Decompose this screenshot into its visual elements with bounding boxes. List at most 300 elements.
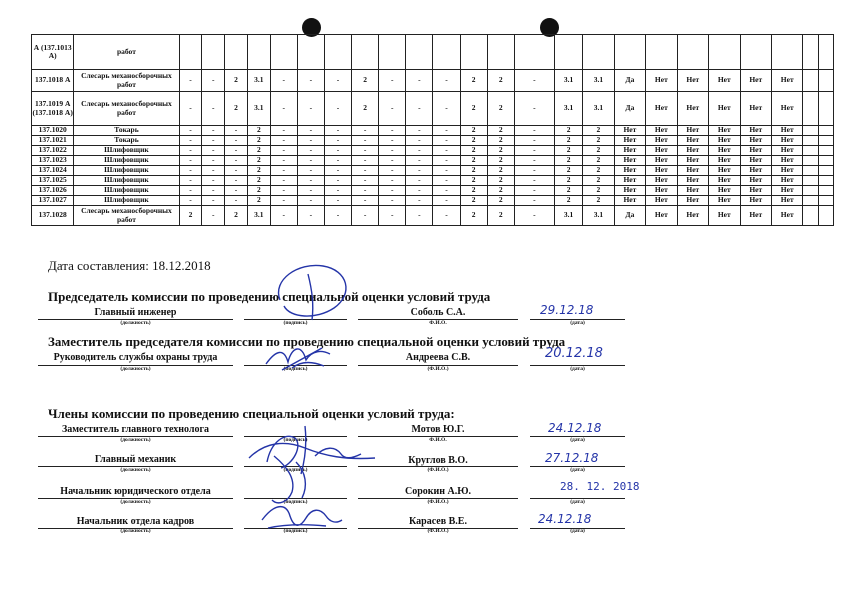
row-cell: Нет <box>771 70 802 92</box>
row-cell: - <box>324 146 351 156</box>
row-cell: - <box>297 146 324 156</box>
row-cell <box>297 35 324 70</box>
row-cell <box>771 35 802 70</box>
row-cell <box>803 92 818 126</box>
row-cell: 2 <box>179 206 202 226</box>
row-cell: - <box>297 196 324 206</box>
row-cell: Нет <box>677 206 708 226</box>
row-cell <box>818 136 833 146</box>
row-cell: - <box>433 136 460 146</box>
row-cell: 2 <box>583 146 614 156</box>
member-2-position-caption: (должность) <box>120 467 151 473</box>
row-cell: Нет <box>614 186 645 196</box>
row-cell: Нет <box>646 166 677 176</box>
row-cell: - <box>324 136 351 146</box>
row-workplace-id: 137.1022 <box>32 146 74 156</box>
table-row <box>32 196 834 206</box>
row-workplace-id: 137.1023 <box>32 156 74 166</box>
row-cell: - <box>352 186 379 196</box>
row-workplace-id: 137.1026 <box>32 186 74 196</box>
row-cell: Нет <box>677 186 708 196</box>
row-workplace-id: 137.1027 <box>32 196 74 206</box>
row-cell <box>803 126 818 136</box>
row-cell: 2 <box>460 126 487 136</box>
row-cell: - <box>406 196 433 206</box>
members-heading: Члены комиссии по проведению специальной оценки условий труда: <box>48 406 455 421</box>
row-cell: - <box>202 186 225 196</box>
row-cell: Нет <box>709 196 740 206</box>
chairman-position: Главный инженер <box>94 307 177 318</box>
table-row <box>32 176 834 186</box>
row-cell: Нет <box>614 166 645 176</box>
row-cell <box>202 35 225 70</box>
deputy-name: Андреева С.В. <box>405 352 471 363</box>
row-cell: - <box>406 146 433 156</box>
row-cell: Нет <box>709 156 740 166</box>
member-3-stamped-date: 28. 12. 2018 <box>560 480 640 493</box>
row-cell: Нет <box>646 186 677 196</box>
row-cell: - <box>433 92 460 126</box>
member-3-signature-caption: (подпись) <box>283 499 308 505</box>
table-row <box>32 186 834 196</box>
row-workplace-id: А (137.1013 А) <box>32 35 74 70</box>
row-cell <box>324 35 351 70</box>
row-cell: - <box>379 206 406 226</box>
row-cell: Нет <box>646 146 677 156</box>
row-cell: Нет <box>771 146 802 156</box>
row-cell <box>803 186 818 196</box>
row-cell: 2 <box>554 126 582 136</box>
row-cell: - <box>225 196 248 206</box>
row-cell: - <box>514 186 554 196</box>
member-1-name-caption: Ф.И.О. <box>429 437 447 443</box>
row-cell: - <box>297 136 324 146</box>
row-cell <box>352 35 379 70</box>
row-cell: Нет <box>677 156 708 166</box>
row-cell: 2 <box>554 196 582 206</box>
row-cell: 3.1 <box>583 70 614 92</box>
row-profession: Токарь <box>74 126 179 136</box>
row-cell: - <box>225 126 248 136</box>
row-cell: - <box>514 136 554 146</box>
row-cell: Нет <box>771 196 802 206</box>
row-cell: Нет <box>771 166 802 176</box>
row-cell: - <box>514 206 554 226</box>
row-cell: Нет <box>646 136 677 146</box>
row-cell: Нет <box>646 176 677 186</box>
row-cell <box>803 146 818 156</box>
row-cell <box>818 126 833 136</box>
row-cell: 2 <box>487 186 514 196</box>
row-cell <box>225 35 248 70</box>
row-cell: Нет <box>771 156 802 166</box>
row-cell <box>818 196 833 206</box>
row-cell: - <box>379 70 406 92</box>
deputy-signature <box>262 340 342 374</box>
row-cell: 2 <box>247 166 270 176</box>
row-cell: - <box>379 166 406 176</box>
row-cell: - <box>406 166 433 176</box>
row-cell: - <box>324 70 351 92</box>
row-cell <box>818 176 833 186</box>
row-cell: - <box>202 92 225 126</box>
row-cell: 2 <box>352 92 379 126</box>
row-cell: - <box>324 92 351 126</box>
member-2-name-caption: (Ф.И.О.) <box>427 467 449 473</box>
row-cell: Нет <box>771 126 802 136</box>
row-cell: 2 <box>487 126 514 136</box>
row-cell <box>406 35 433 70</box>
row-cell: - <box>406 92 433 126</box>
row-cell: 2 <box>554 156 582 166</box>
row-cell: - <box>352 196 379 206</box>
row-cell: Да <box>614 206 645 226</box>
row-cell: 2 <box>460 146 487 156</box>
row-cell: Нет <box>740 92 771 126</box>
row-cell: 2 <box>352 70 379 92</box>
row-profession: Шлифовщик <box>74 166 179 176</box>
row-cell: Нет <box>709 166 740 176</box>
member-4-signature <box>256 498 346 534</box>
row-cell: - <box>225 166 248 176</box>
deputy-handwritten-date: 20.12.18 <box>545 346 603 361</box>
row-cell: - <box>514 196 554 206</box>
row-cell: 2 <box>460 136 487 146</box>
row-cell: - <box>514 166 554 176</box>
row-cell <box>803 70 818 92</box>
row-cell: 2 <box>487 206 514 226</box>
row-cell: - <box>202 126 225 136</box>
row-cell: - <box>379 186 406 196</box>
row-cell: - <box>270 206 297 226</box>
row-cell: Нет <box>709 92 740 126</box>
row-cell: 2 <box>247 146 270 156</box>
row-cell: - <box>225 156 248 166</box>
row-cell: 2 <box>583 176 614 186</box>
row-cell: Нет <box>771 206 802 226</box>
member-1-date-caption: (дата) <box>570 437 585 443</box>
row-cell <box>614 35 645 70</box>
row-cell: 3.1 <box>583 92 614 126</box>
row-cell: 3.1 <box>247 206 270 226</box>
row-cell <box>270 35 297 70</box>
row-cell <box>818 146 833 156</box>
row-cell: Нет <box>677 70 708 92</box>
row-cell: Нет <box>709 176 740 186</box>
row-cell: Нет <box>677 146 708 156</box>
row-profession: Шлифовщик <box>74 146 179 156</box>
row-cell: Да <box>614 70 645 92</box>
row-cell <box>803 206 818 226</box>
member-4-name-caption: (Ф.И.О.) <box>427 528 449 534</box>
chairman-name: Соболь С.А. <box>410 307 466 318</box>
row-cell: Нет <box>677 92 708 126</box>
row-cell: - <box>270 196 297 206</box>
row-cell: Нет <box>740 70 771 92</box>
row-cell: - <box>379 92 406 126</box>
row-cell: - <box>514 176 554 186</box>
row-cell: - <box>179 136 202 146</box>
row-cell: - <box>433 70 460 92</box>
row-cell: - <box>352 176 379 186</box>
row-cell: - <box>352 206 379 226</box>
row-cell <box>677 35 708 70</box>
row-cell: - <box>270 176 297 186</box>
row-cell: - <box>202 176 225 186</box>
row-cell: Нет <box>709 136 740 146</box>
row-cell: - <box>297 176 324 186</box>
member-4-position-caption: (должность) <box>120 528 151 534</box>
row-cell: - <box>406 176 433 186</box>
row-cell: Нет <box>740 206 771 226</box>
row-cell: - <box>179 146 202 156</box>
row-cell: Нет <box>771 136 802 146</box>
row-cell: 2 <box>583 166 614 176</box>
row-cell: - <box>406 156 433 166</box>
row-cell <box>818 166 833 176</box>
row-cell: - <box>406 206 433 226</box>
row-cell: - <box>297 126 324 136</box>
row-cell: - <box>179 92 202 126</box>
row-cell: 2 <box>583 186 614 196</box>
row-cell: - <box>270 156 297 166</box>
row-workplace-id: 137.1019 А (137.1018 А) <box>32 92 74 126</box>
row-cell: - <box>324 126 351 136</box>
row-cell <box>803 196 818 206</box>
row-cell: 2 <box>460 156 487 166</box>
member-2-handwritten-date: 27.12.18 <box>545 451 599 465</box>
row-cell: Нет <box>740 176 771 186</box>
row-cell: 2 <box>225 206 248 226</box>
row-cell: - <box>433 156 460 166</box>
table-row <box>32 156 834 166</box>
row-cell: - <box>225 176 248 186</box>
row-cell <box>818 156 833 166</box>
row-cell: Нет <box>740 126 771 136</box>
row-cell: - <box>433 196 460 206</box>
row-cell <box>554 35 582 70</box>
row-cell: Нет <box>646 196 677 206</box>
row-cell: - <box>202 70 225 92</box>
row-cell: 2 <box>554 186 582 196</box>
row-cell: - <box>379 156 406 166</box>
row-cell: 2 <box>460 166 487 176</box>
row-cell: Нет <box>646 126 677 136</box>
row-cell: 2 <box>247 176 270 186</box>
row-cell: - <box>324 196 351 206</box>
table-row <box>32 126 834 136</box>
chairman-handwritten-date: 29.12.18 <box>540 303 594 317</box>
row-cell: - <box>379 126 406 136</box>
row-cell: - <box>270 70 297 92</box>
row-cell: - <box>270 186 297 196</box>
member-4-signature-caption: (подпись) <box>283 528 308 534</box>
row-cell: 2 <box>487 92 514 126</box>
row-cell: - <box>433 126 460 136</box>
row-cell: 2 <box>554 146 582 156</box>
row-cell: - <box>324 156 351 166</box>
row-cell: 2 <box>487 166 514 176</box>
member-2-position: Главный механик <box>94 454 177 465</box>
row-cell <box>803 136 818 146</box>
row-cell: 2 <box>487 196 514 206</box>
deputy-date-caption: (дата) <box>570 366 585 372</box>
row-cell <box>646 35 677 70</box>
row-cell <box>709 35 740 70</box>
row-cell <box>514 35 554 70</box>
row-cell: Нет <box>614 176 645 186</box>
row-cell: - <box>433 206 460 226</box>
row-cell: 2 <box>554 176 582 186</box>
row-profession: Слесарь механосборочных работ <box>74 206 179 226</box>
row-profession: Шлифовщик <box>74 176 179 186</box>
row-cell: - <box>324 186 351 196</box>
table-row <box>32 70 834 92</box>
row-cell <box>818 70 833 92</box>
row-cell: 2 <box>487 156 514 166</box>
row-cell: 2 <box>487 176 514 186</box>
row-cell: - <box>352 146 379 156</box>
row-cell: Нет <box>614 146 645 156</box>
row-cell: 2 <box>247 136 270 146</box>
row-cell: Нет <box>709 126 740 136</box>
row-cell: - <box>297 156 324 166</box>
deputy-signature-caption: (подпись) <box>283 366 308 372</box>
row-cell <box>818 206 833 226</box>
row-workplace-id: 137.1018 А <box>32 70 74 92</box>
row-cell: 3.1 <box>554 70 582 92</box>
row-cell: 2 <box>460 196 487 206</box>
row-profession: Токарь <box>74 136 179 146</box>
row-cell <box>460 35 487 70</box>
row-cell: - <box>270 126 297 136</box>
row-cell: - <box>406 136 433 146</box>
row-cell <box>740 35 771 70</box>
row-cell: - <box>406 126 433 136</box>
row-cell: 2 <box>583 156 614 166</box>
table-row <box>32 206 834 226</box>
member-3-position-caption: (должность) <box>120 499 151 505</box>
row-cell: 2 <box>487 70 514 92</box>
member-2-name: Круглов В.О. <box>408 455 468 466</box>
chairman-heading: Председатель комиссии по проведению специальной оценки условий труда <box>48 289 491 304</box>
member-4-name: Карасев В.Е. <box>409 516 467 527</box>
row-cell: - <box>324 166 351 176</box>
member-3-position: Начальник юридического отдела <box>60 486 211 497</box>
row-workplace-id: 137.1024 <box>32 166 74 176</box>
row-cell: - <box>179 156 202 166</box>
row-cell <box>379 35 406 70</box>
row-cell: - <box>179 126 202 136</box>
row-cell: - <box>179 70 202 92</box>
member-4-position: Начальник отдела кадров <box>76 516 195 527</box>
deputy-position-caption: (должность) <box>120 366 151 372</box>
row-cell: 2 <box>460 92 487 126</box>
row-cell: Нет <box>740 146 771 156</box>
row-cell: 2 <box>247 196 270 206</box>
row-cell: - <box>202 206 225 226</box>
row-cell: 2 <box>460 206 487 226</box>
row-cell: Нет <box>771 186 802 196</box>
row-cell: - <box>352 126 379 136</box>
row-cell: - <box>225 146 248 156</box>
row-cell: - <box>202 156 225 166</box>
chairman-date-caption: (дата) <box>570 320 585 326</box>
row-cell: - <box>324 176 351 186</box>
row-cell: - <box>352 166 379 176</box>
row-cell: - <box>270 92 297 126</box>
sout-results-table <box>31 34 834 226</box>
row-cell: 2 <box>583 126 614 136</box>
row-cell: - <box>352 136 379 146</box>
row-cell: Нет <box>646 206 677 226</box>
row-cell: 2 <box>460 70 487 92</box>
row-cell: - <box>433 176 460 186</box>
row-cell: 3.1 <box>583 206 614 226</box>
table-row <box>32 92 834 126</box>
row-cell: - <box>433 186 460 196</box>
row-cell <box>487 35 514 70</box>
row-cell: - <box>297 206 324 226</box>
chairman-position-caption: (должность) <box>120 320 151 326</box>
row-cell: Нет <box>677 166 708 176</box>
row-cell: Нет <box>614 196 645 206</box>
row-cell: - <box>514 146 554 156</box>
row-cell <box>818 35 833 70</box>
row-cell: 2 <box>554 166 582 176</box>
row-cell: - <box>514 126 554 136</box>
row-cell: - <box>202 166 225 176</box>
row-cell: Нет <box>646 156 677 166</box>
row-cell: 2 <box>583 136 614 146</box>
row-cell: - <box>297 92 324 126</box>
row-cell: Нет <box>677 176 708 186</box>
row-cell: Нет <box>614 156 645 166</box>
row-cell: 2 <box>247 156 270 166</box>
row-cell: - <box>179 196 202 206</box>
row-cell: 2 <box>225 70 248 92</box>
row-cell: - <box>514 156 554 166</box>
member-3-date-caption: (дата) <box>570 499 585 505</box>
compilation-date: Дата составления: 18.12.2018 <box>48 258 211 273</box>
table-row <box>32 35 834 70</box>
member-4-date-caption: (дата) <box>570 528 585 534</box>
row-cell: Нет <box>740 156 771 166</box>
table-row <box>32 136 834 146</box>
row-cell: Нет <box>740 186 771 196</box>
row-cell: 2 <box>247 126 270 136</box>
chairman-signature-caption: (подпись) <box>283 320 308 326</box>
member-1-handwritten-date: 24.12.18 <box>548 421 602 435</box>
row-cell: 2 <box>247 186 270 196</box>
row-cell: Нет <box>646 92 677 126</box>
row-cell: - <box>202 146 225 156</box>
row-workplace-id: 137.1028 <box>32 206 74 226</box>
row-cell: - <box>179 166 202 176</box>
row-cell: Нет <box>709 186 740 196</box>
deputy-heading: Заместитель председателя комиссии по проведению специальной оценки условий труда <box>48 334 566 349</box>
row-cell: 2 <box>225 92 248 126</box>
row-cell <box>179 35 202 70</box>
row-cell: - <box>433 166 460 176</box>
row-cell: Нет <box>677 196 708 206</box>
row-cell: Нет <box>740 136 771 146</box>
row-workplace-id: 137.1020 <box>32 126 74 136</box>
row-cell: - <box>406 70 433 92</box>
chairman-name-caption: Ф.И.О. <box>429 320 447 326</box>
row-cell: - <box>179 176 202 186</box>
member-2-date-caption: (дата) <box>570 467 585 473</box>
